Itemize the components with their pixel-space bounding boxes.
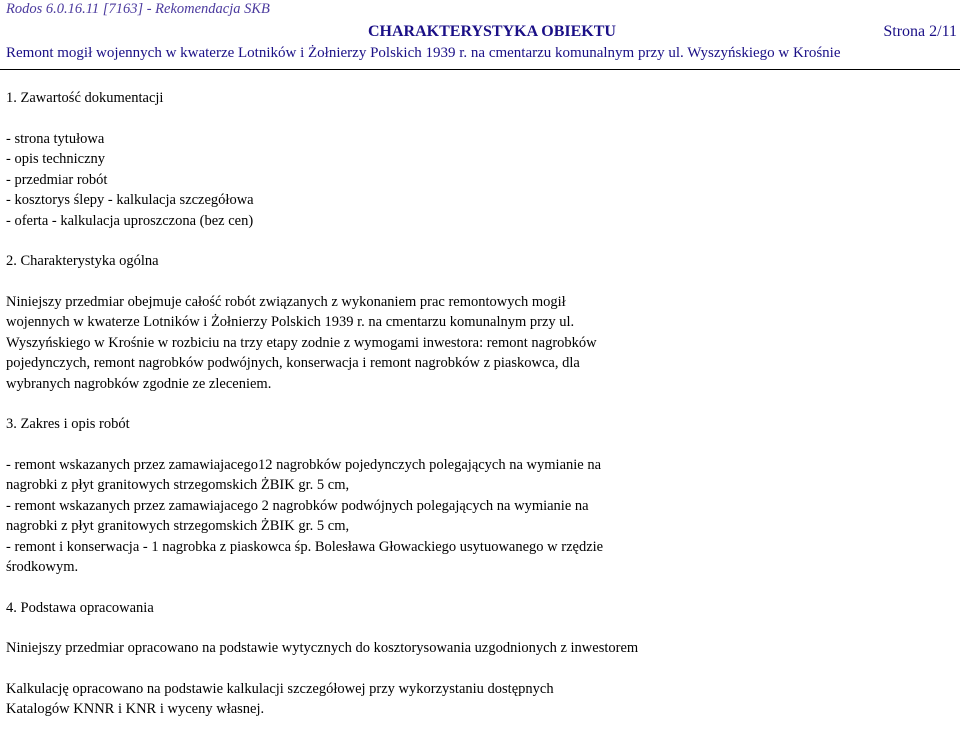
paragraph-line: Kalkulację opracowano na podstawie kalkulacji szczegółowej przy wykorzystaniu dostępnych — [6, 680, 554, 697]
list-item: - kosztorys ślepy - kalkulacja szczegółowa — [6, 192, 254, 208]
list-item: - strona tytułowa — [6, 130, 105, 147]
document-body — [6, 88, 906, 720]
list-item: - przedmiar robót — [6, 171, 108, 188]
project-subtitle: Remont mogił wojennych w kwaterze Lotników i Żołnierzy Polskich 1939 r. na cmentarzu komunalnym przy ul. Wyszyńskiego w Krośnie — [6, 45, 841, 61]
paragraph-line: wojennych w kwaterze Lotników i Żołnierzy Polskich 1939 r. na cmentarzu komunalnym przy ul. — [6, 314, 575, 330]
list-item: - opis techniczny — [6, 151, 106, 167]
paragraph-line: - remont wskazanych przez zamawiajacego12 nagrobków pojedynczych polegających na wymianie na — [6, 456, 602, 473]
paragraph-line: środkowym. — [6, 559, 79, 575]
paragraph-line: - remont wskazanych przez zamawiajacego 2 nagrobków podwójnych polegających na wymianie na — [6, 497, 589, 514]
section-3-heading: 3. Zakres i opis robót — [6, 416, 130, 432]
app-title: Rodos 6.0.16.11 [7163] - Rekomendacja SKB — [6, 1, 270, 17]
paragraph-line: Katalogów KNNR i KNR i wyceny własnej. — [6, 701, 265, 717]
section-1-heading: 1. Zawartość dokumentacji — [6, 90, 164, 106]
paragraph-line: wybranych nagrobków zgodnie ze zleceniem. — [6, 375, 272, 392]
paragraph-line: nagrobki z płyt granitowych strzegomskich ŻBIK gr. 5 cm, — [6, 477, 350, 493]
paragraph-line: - remont i konserwacja - 1 nagrobka z piaskowca śp. Bolesława Głowackiego usytuowanego w rzędzie — [6, 538, 604, 555]
section-2-heading: 2. Charakterystyka ogólna — [6, 253, 159, 269]
paragraph-line: nagrobki z płyt granitowych strzegomskich ŻBIK gr. 5 cm, — [6, 518, 350, 534]
paragraph-line: Niniejszy przedmiar opracowano na podstawie wytycznych do kosztorysowania uzgodnionych z inwestorem — [6, 640, 639, 656]
paragraph-line: pojedynczych, remont nagrobków podwójnych, konserwacja i remont nagrobków z piaskowca, dla — [6, 355, 580, 371]
document-title: CHARAKTERYSTYKA OBIEKTU — [368, 23, 616, 40]
paragraph-line: Niniejszy przedmiar obejmuje całość robót związanych z wykonaniem prac remontowych mogił — [6, 293, 566, 310]
list-item: - oferta - kalkulacja uproszczona (bez cen) — [6, 212, 254, 229]
section-4-heading: 4. Podstawa opracowania — [6, 599, 154, 616]
paragraph-line: Wyszyńskiego w Krośnie w rozbiciu na trzy etapy zodnie z wymogami inwestora: remont nagrobków — [6, 334, 597, 351]
page-number: Strona 2/11 — [883, 23, 957, 40]
header-divider — [0, 69, 960, 70]
